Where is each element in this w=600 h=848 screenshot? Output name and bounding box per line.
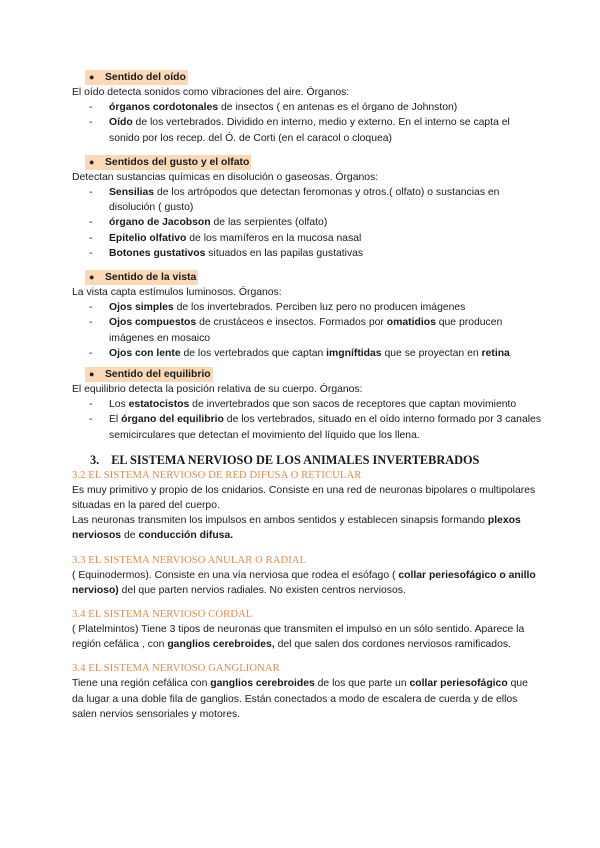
section-heading-equilibrio: ● Sentido del equilibrio: [85, 367, 542, 382]
bullet-icon: ●: [89, 156, 95, 167]
list-item: - Ojos con lente de los vertebrados que captan imgníftidas que se proyectan en retina: [89, 346, 542, 361]
section-intro: La vista capta estímulos luminosos. Órganos:: [72, 287, 282, 299]
document-page: [72, 70, 542, 722]
bullet-icon: ●: [89, 72, 95, 82]
subheading: 3.2 EL SISTEMA NERVIOSO DE RED DIFUSA O RETICULAR: [72, 469, 362, 481]
list-item: - Sensilias de los artrópodos que detectan feromonas y otros.( olfato) o sustancias en disolución ( gusto): [89, 185, 542, 215]
list-item: - órganos cordotonales de insectos ( en antenas es el órgano de Johnston): [89, 100, 542, 115]
paragraph: Tiene una región cefálica con ganglios cerebroides de los que parte un collar periesofágico que da lugar a una doble fila de ganglios. Están conectados a modo de escalera de cuerda y de ellos salen nervios sensoriales y motores.: [72, 678, 528, 720]
section-heading-vista: ● Sentido de la vista: [85, 270, 542, 285]
list-item: - órgano de Jacobson de las serpientes (olfato): [89, 215, 542, 230]
list-item: - Epitelio olfativo de los mamíferos en la mucosa nasal: [89, 231, 542, 246]
paragraph: ( Equinodermos). Consiste en una vía nerviosa que rodea el esófago ( collar periesofágico o anillo nervioso) del que parten nervios radiales. No existen centros nerviosos.: [72, 569, 536, 596]
section-intro: Detectan sustancias químicas en disolución o gaseosas. Órganos:: [72, 171, 379, 183]
list-item: - Botones gustativos situados en las papilas gustativas: [89, 246, 542, 261]
section-intro: El oído detecta sonidos como vibraciones del aire. Órganos:: [72, 87, 350, 98]
paragraph: Es muy primitivo y propio de los cnidarios. Consiste en una red de neuronas bipolares o multipolares situadas en la pared del cuerpo.: [72, 484, 536, 512]
organ-list: [72, 397, 542, 443]
section-heading-gusto: ● Sentidos del gusto y el olfato: [85, 155, 542, 170]
bullet-icon: ●: [89, 272, 95, 283]
list-item: - El órgano del equilibrio de los vertebrados, situado en el oído interno formado por 3 canales semicirculares que detectan el movimiento del líquido que los llena.: [89, 412, 542, 442]
subheading: 3.3 EL SISTEMA NERVIOSO ANULAR O RADIAL: [72, 554, 307, 566]
organ-list: [72, 300, 542, 361]
section-heading-oido: ● Sentido del oído: [85, 70, 542, 85]
paragraph: Las neuronas transmiten los impulsos en ambos sentidos y establecen sinapsis formando plexos nerviosos de conducción difusa.: [72, 515, 521, 542]
list-item: - Oído de los vertebrados. Dividido en interno, medio y externo. En el interno se capta el sonido por los recep. del Ó. de Corti (en el caracol o cloquea): [89, 115, 542, 145]
organ-list: [72, 100, 542, 146]
list-item: - Ojos simples de los invertebrados. Perciben luz pero no producen imágenes: [89, 300, 542, 315]
main-heading: 3. EL SISTEMA NERVIOSO DE LOS ANIMALES INVERTEBRADOS: [90, 452, 480, 467]
organ-list: [72, 185, 542, 261]
subheading: 3.4 EL SISTEMA NERVIOSO GANGLIONAR: [72, 663, 280, 675]
section-intro: El equilibrio detecta la posición relativa de su cuerpo. Órganos:: [72, 384, 363, 396]
paragraph: ( Platelmintos) Tiene 3 tipos de neuronas que transmiten el impulso en un sólo sentido. Aparece la región cefálica , con ganglios cerebroides, del que salen dos cordones nerviosos ramificados.: [72, 624, 525, 651]
list-item: - Ojos compuestos de crustáceos e insectos. Formados por omatidios que producen imágenes en mosaico: [89, 315, 542, 345]
subheading: 3.4 EL SISTEMA NERVIOSO CORDAL: [72, 609, 253, 621]
bullet-icon: ●: [89, 369, 95, 380]
list-item: - Los estatocistos de invertebrados que son sacos de receptores que captan movimiento: [89, 397, 542, 412]
